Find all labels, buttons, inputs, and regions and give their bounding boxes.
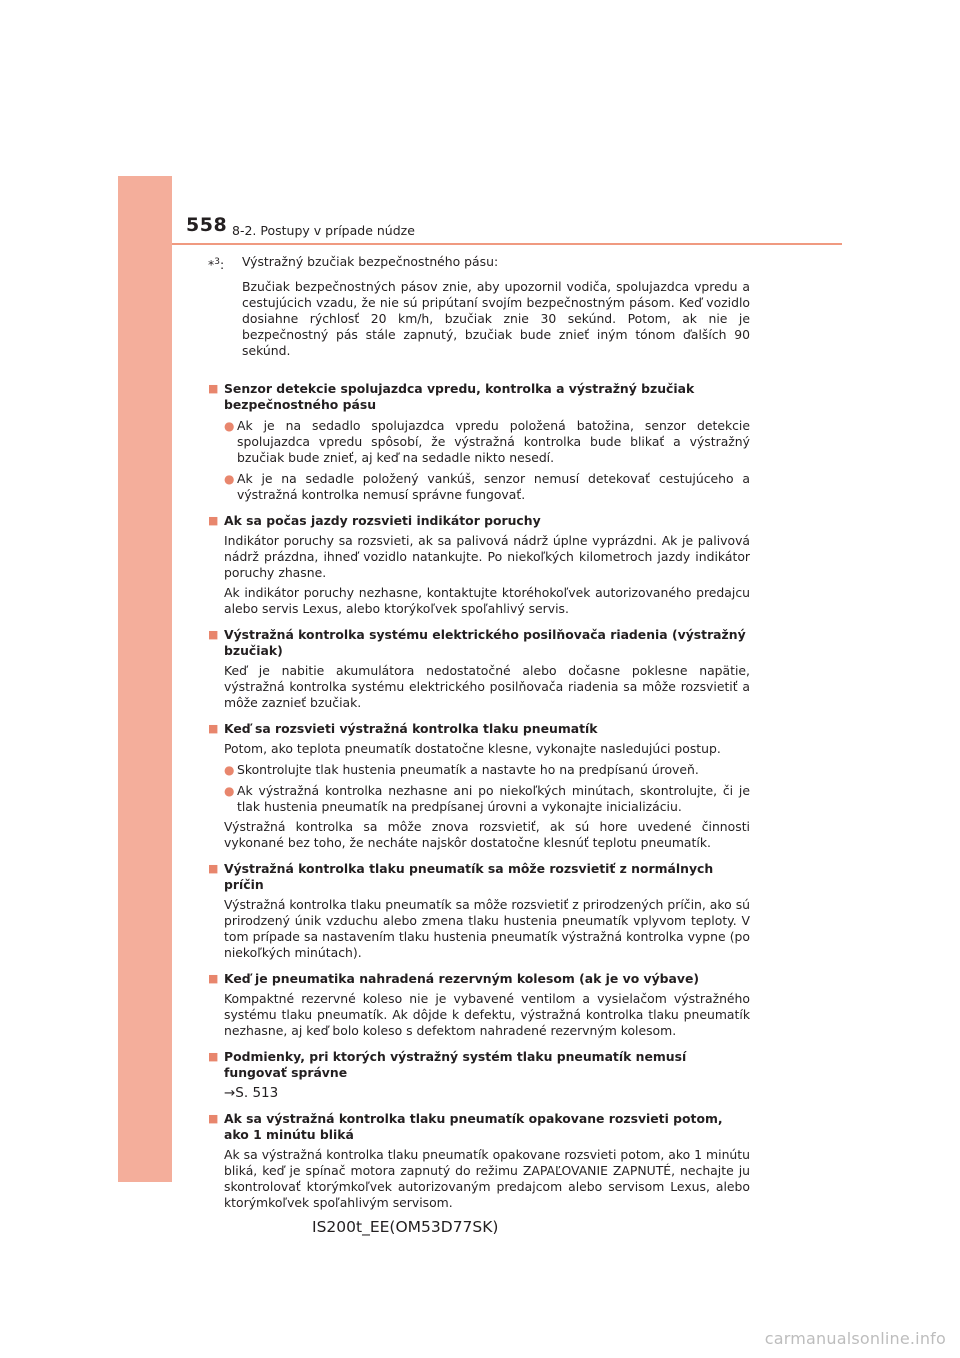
paragraph: Výstražná kontrolka sa môže znova rozsvietiť, ak sú hore uvedené činnosti vykonané bez toho, že necháte najskôr dostatočne klesnúť teplotu pneumatík. <box>224 819 750 851</box>
section-heading: ■ Výstražná kontrolka systému elektrického posilňovača riadenia (výstražný bzučiak) <box>208 627 746 659</box>
paragraph: Výstražná kontrolka tlaku pneumatík sa môže rozsvietiť z prirodzených príčin, ako sú prirodzený únik vzduchu alebo zmena tlaku hustenia pneumatík vplyvom teploty. V tom prípade sa nastavením tlaku hustenia pneumatík výstražná kontrolka vypne (po niekoľkých minútach). <box>224 897 750 961</box>
paragraph: Keď je nabitie akumulátora nedostatočné alebo dočasne poklesne napätie, výstražná kontrolka systému elektrického posilňovača riadenia sa môže rozsvietiť a môže zaznieť bzučiak. <box>224 663 750 711</box>
section-title: 8-2. Postupy v prípade núdze <box>232 223 415 238</box>
section-heading: ■ Podmienky, pri ktorých výstražný systém tlaku pneumatík nemusí fungovať správne <box>208 1049 687 1081</box>
square-bullet-icon: ■ <box>208 1050 219 1064</box>
square-bullet-icon: ■ <box>208 722 219 736</box>
page-reference-link[interactable]: →S. 513 <box>224 1085 279 1102</box>
page-content <box>208 254 750 1211</box>
square-bullet-icon: ■ <box>208 382 219 396</box>
list-item: ● Skontrolujte tlak hustenia pneumatík a nastavte ho na predpísanú úroveň. <box>224 762 699 778</box>
section-heading: ■ Senzor detekcie spolujazdca vpredu, kontrolka a výstražný bzučiak bezpečnostného pásu <box>208 381 695 413</box>
page-number: 558 <box>186 214 228 236</box>
square-bullet-icon: ■ <box>208 1112 219 1126</box>
paragraph: Ak indikátor poruchy nezhasne, kontaktujte ktoréhokoľvek autorizovaného predajcu alebo servis Lexus, alebo ktorýkoľvek spoľahlivý servis. <box>224 585 750 617</box>
section-heading: ■ Keď je pneumatika nahradená rezervným kolesom (ak je vo výbave) <box>208 971 700 987</box>
watermark: carmanualsonline.info <box>764 1329 946 1348</box>
chapter-tab-bar <box>118 176 172 1182</box>
paragraph: Ak sa výstražná kontrolka tlaku pneumatík opakovane rozsvieti potom, ako 1 minútu bliká, keď je spínač motora zapnutý do režimu ZAPAĽOVANIE ZAPNUTÉ, nechajte ju skontrolovať ktorýmkoľvek autorizovaným predajcom alebo servisom Lexus, alebo ktorýmkoľvek spoľahlivým servisom. <box>224 1147 750 1211</box>
paragraph: Kompaktné rezervné koleso nie je vybavené ventilom a vysielačom výstražného systému tlaku pneumatík. Ak dôjde k defektu, výstražná kontrolka tlaku pneumatík nezhasne, aj keď bolo koleso s defektom nahradené rezervným kolesom. <box>224 991 750 1039</box>
section-heading: ■ Keď sa rozsvieti výstražná kontrolka tlaku pneumatík <box>208 721 598 737</box>
dot-bullet-icon: ● <box>224 472 235 487</box>
paragraph: Indikátor poruchy sa rozsvieti, ak sa palivová nádrž úplne vyprázdni. Ak je palivová nádrž prázdna, ihneď vozidlo natankujte. Po niekoľkých kilometroch jazdy indikátor poruchy zhasne. <box>224 533 750 581</box>
square-bullet-icon: ■ <box>208 862 219 876</box>
list-item: ● Ak výstražná kontrolka nezhasne ani po niekoľkých minútach, skontrolujte, či je tlak hustenia pneumatík na predpísanej úrovni a vykonajte inicializáciu. <box>224 783 750 815</box>
list-item: ● Ak je na sedadlo spolujazdca vpredu položená batožina, senzor detekcie spolujazdca vpredu spôsobí, že výstražná kontrolka bude blikať a výstražný bzučiak bude znieť, aj keď na sedadle nikto nesedí. <box>224 418 750 466</box>
paragraph: Potom, ako teplota pneumatík dostatočne klesne, vykonajte nasledujúci postup. <box>224 741 721 757</box>
footnote-heading <box>208 254 750 273</box>
footnote-title: Výstražný bzučiak bezpečnostného pásu: <box>242 254 499 269</box>
model-code: IS200t_EE(OM53D77SK) <box>312 1218 499 1236</box>
dot-bullet-icon: ● <box>224 784 235 799</box>
list-item: ● Ak je na sedadle položený vankúš, senzor nemusí detekovať cestujúceho a výstražná kontrolka nemusí správne fungovať. <box>224 471 750 503</box>
header-rule <box>172 243 842 245</box>
footnote-marker: *$^3$: <box>208 257 225 273</box>
footnote-body: Bzučiak bezpečnostných pásov znie, aby upozornil vodiča, spolujazdca vpredu a cestujúcich vzadu, že nie sú pripútaní svojím bezpečnostným pásom. Keď vozidlo dosiahne rýchlosť 20 km/h, bzučiak znie 30 sekúnd. Potom, ak nie je bezpečnostný pás stále zapnutý, bzučiak bude znieť iným tónom ďalších 90 sekúnd. <box>242 279 750 359</box>
square-bullet-icon: ■ <box>208 514 219 528</box>
section-heading: ■ Výstražná kontrolka tlaku pneumatík sa môže rozsvietiť z normálnych príčin <box>208 861 714 893</box>
section-heading: ■ Ak sa počas jazdy rozsvieti indikátor poruchy <box>208 513 541 529</box>
square-bullet-icon: ■ <box>208 628 219 642</box>
dot-bullet-icon: ● <box>224 419 235 434</box>
square-bullet-icon: ■ <box>208 972 219 986</box>
section-heading: ■ Ak sa výstražná kontrolka tlaku pneumatík opakovane rozsvieti potom, ako 1 minútu bliká <box>208 1111 723 1143</box>
dot-bullet-icon: ● <box>224 763 235 778</box>
